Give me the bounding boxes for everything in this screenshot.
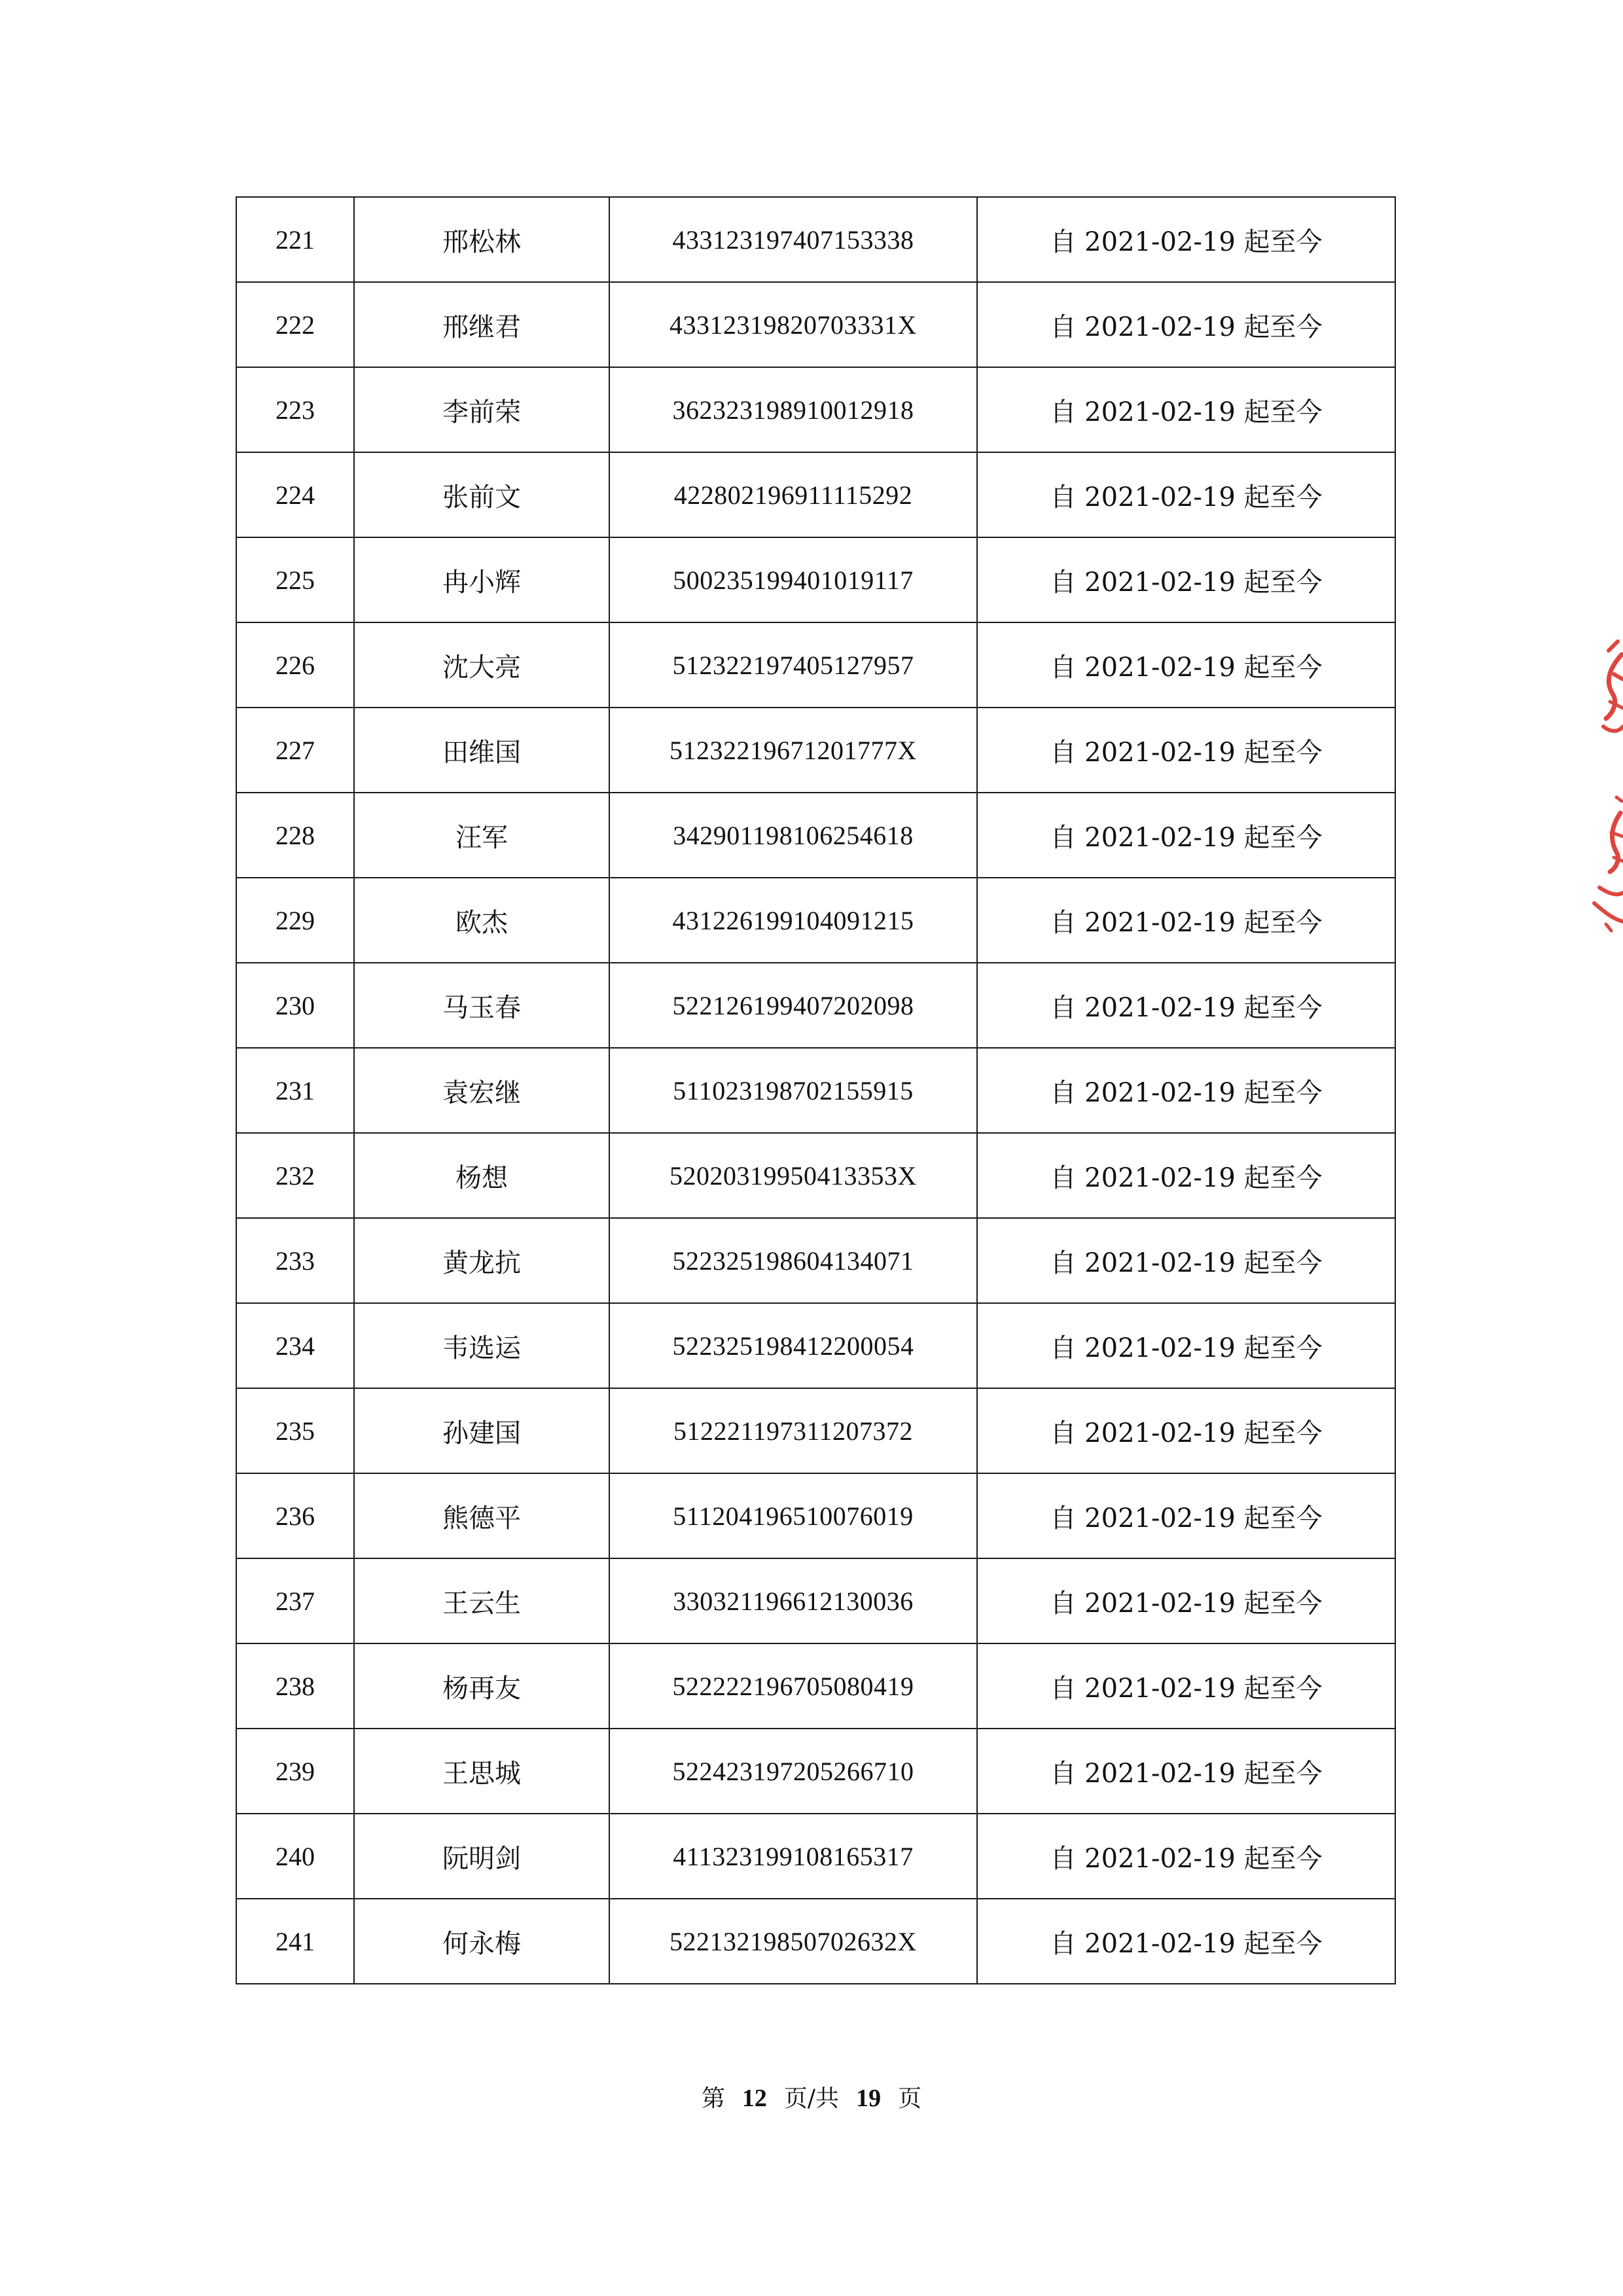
name-cell: 冉小辉 <box>354 537 609 622</box>
period-cell: 自 2021-02-19 起至今 <box>977 963 1395 1048</box>
id-number-cell: 431226199104091215 <box>609 878 977 963</box>
id-number-cell: 342901198106254618 <box>609 793 977 878</box>
id-number-cell: 422802196911115292 <box>609 452 977 537</box>
seal-stroke <box>1616 797 1622 801</box>
name-cell: 阮明剑 <box>354 1814 609 1899</box>
period-cell: 自 2021-02-19 起至今 <box>977 1558 1395 1643</box>
table-row <box>236 793 1395 878</box>
id-number-cell: 522325198604134071 <box>609 1218 977 1303</box>
name-cell: 田维国 <box>354 708 609 793</box>
period-cell: 自 2021-02-19 起至今 <box>977 1388 1395 1473</box>
name-cell: 杨再友 <box>354 1643 609 1729</box>
table-row <box>236 452 1395 537</box>
table-row <box>236 197 1395 282</box>
name-cell: 何永梅 <box>354 1899 609 1984</box>
table-row <box>236 537 1395 622</box>
seal-stroke <box>1614 857 1623 861</box>
name-cell: 熊德平 <box>354 1473 609 1558</box>
row-number-cell: 233 <box>236 1218 354 1303</box>
period-cell: 自 2021-02-19 起至今 <box>977 1643 1395 1729</box>
id-number-cell: 512221197311207372 <box>609 1388 977 1473</box>
row-number-cell: 234 <box>236 1303 354 1388</box>
period-cell: 自 2021-02-19 起至今 <box>977 1303 1395 1388</box>
id-number-cell: 411323199108165317 <box>609 1814 977 1899</box>
seal-stroke <box>1614 674 1623 679</box>
period-cell: 自 2021-02-19 起至今 <box>977 1814 1395 1899</box>
table-row <box>236 963 1395 1048</box>
page-footer <box>0 2080 1623 2113</box>
id-number-cell: 52020319950413353X <box>609 1133 977 1218</box>
seal-stroke <box>1606 655 1622 719</box>
table-row <box>236 1388 1395 1473</box>
table-row <box>236 1133 1395 1218</box>
table-row <box>236 1218 1395 1303</box>
row-number-cell: 222 <box>236 282 354 367</box>
name-cell: 邢继君 <box>354 282 609 367</box>
period-cell: 自 2021-02-19 起至今 <box>977 1218 1395 1303</box>
row-number-cell: 241 <box>236 1899 354 1984</box>
name-cell: 黄龙抗 <box>354 1218 609 1303</box>
row-number-cell: 224 <box>236 452 354 537</box>
footer-suffix: 页 <box>898 2085 922 2112</box>
row-number-cell: 232 <box>236 1133 354 1218</box>
row-number-cell: 231 <box>236 1048 354 1133</box>
name-cell: 马玉春 <box>354 963 609 1048</box>
seal-stroke <box>1610 813 1620 872</box>
footer-prefix: 第 <box>701 2085 725 2112</box>
row-number-cell: 239 <box>236 1729 354 1814</box>
name-cell: 张前文 <box>354 452 609 537</box>
row-number-cell: 223 <box>236 367 354 452</box>
name-cell: 沈大亮 <box>354 622 609 708</box>
footer-middle: 页/共 <box>783 2085 840 2112</box>
id-number-cell: 362323198910012918 <box>609 367 977 452</box>
id-number-cell: 522423197205266710 <box>609 1729 977 1814</box>
period-cell: 自 2021-02-19 起至今 <box>977 1473 1395 1558</box>
row-number-cell: 229 <box>236 878 354 963</box>
id-number-cell: 522126199407202098 <box>609 963 977 1048</box>
id-number-cell: 500235199401019117 <box>609 537 977 622</box>
seal-stroke <box>1606 924 1611 931</box>
seal-stroke <box>1603 726 1623 731</box>
name-cell: 王云生 <box>354 1558 609 1643</box>
table-row <box>236 1558 1395 1643</box>
period-cell: 自 2021-02-19 起至今 <box>977 878 1395 963</box>
total-page-count: 19 <box>856 2085 882 2112</box>
table-row <box>236 1729 1395 1814</box>
row-number-cell: 240 <box>236 1814 354 1899</box>
period-cell: 自 2021-02-19 起至今 <box>977 452 1395 537</box>
table-row <box>236 1473 1395 1558</box>
table-row <box>236 1814 1395 1899</box>
row-number-cell: 236 <box>236 1473 354 1558</box>
table-row <box>236 367 1395 452</box>
seal-stroke <box>1609 641 1618 651</box>
period-cell: 自 2021-02-19 起至今 <box>977 1133 1395 1218</box>
table-row <box>236 282 1395 367</box>
id-number-cell: 330321196612130036 <box>609 1558 977 1643</box>
name-cell: 杨想 <box>354 1133 609 1218</box>
name-cell: 邢松林 <box>354 197 609 282</box>
id-number-cell: 43312319820703331X <box>609 282 977 367</box>
table-body <box>236 197 1395 1984</box>
name-cell: 韦选运 <box>354 1303 609 1388</box>
row-number-cell: 225 <box>236 537 354 622</box>
seal-stroke <box>1599 888 1623 894</box>
period-cell: 自 2021-02-19 起至今 <box>977 537 1395 622</box>
personnel-table <box>236 196 1396 1984</box>
id-number-cell: 511023198702155915 <box>609 1048 977 1133</box>
id-number-cell: 52213219850702632X <box>609 1899 977 1984</box>
name-cell: 李前荣 <box>354 367 609 452</box>
name-cell: 王思城 <box>354 1729 609 1814</box>
period-cell: 自 2021-02-19 起至今 <box>977 622 1395 708</box>
table-row <box>236 622 1395 708</box>
name-cell: 孙建国 <box>354 1388 609 1473</box>
row-number-cell: 227 <box>236 708 354 793</box>
period-cell: 自 2021-02-19 起至今 <box>977 708 1395 793</box>
table-row <box>236 878 1395 963</box>
row-number-cell: 226 <box>236 622 354 708</box>
row-number-cell: 237 <box>236 1558 354 1643</box>
current-page-number: 12 <box>741 2085 767 2112</box>
period-cell: 自 2021-02-19 起至今 <box>977 1899 1395 1984</box>
row-number-cell: 235 <box>236 1388 354 1473</box>
row-number-cell: 230 <box>236 963 354 1048</box>
period-cell: 自 2021-02-19 起至今 <box>977 282 1395 367</box>
period-cell: 自 2021-02-19 起至今 <box>977 197 1395 282</box>
row-number-cell: 238 <box>236 1643 354 1729</box>
table-row <box>236 1303 1395 1388</box>
period-cell: 自 2021-02-19 起至今 <box>977 793 1395 878</box>
table-row <box>236 1899 1395 1984</box>
name-cell: 欧杰 <box>354 878 609 963</box>
table-row <box>236 1048 1395 1133</box>
id-number-cell: 512322197405127957 <box>609 622 977 708</box>
table-row <box>236 1643 1395 1729</box>
name-cell: 汪军 <box>354 793 609 878</box>
id-number-cell: 433123197407153338 <box>609 197 977 282</box>
id-number-cell: 522222196705080419 <box>609 1643 977 1729</box>
row-number-cell: 228 <box>236 793 354 878</box>
period-cell: 自 2021-02-19 起至今 <box>977 1048 1395 1133</box>
name-cell: 袁宏继 <box>354 1048 609 1133</box>
official-seal-stamp <box>1571 628 1623 1008</box>
table-row <box>236 708 1395 793</box>
period-cell: 自 2021-02-19 起至今 <box>977 367 1395 452</box>
seal-stroke <box>1594 903 1623 922</box>
id-number-cell: 51232219671201777X <box>609 708 977 793</box>
row-number-cell: 221 <box>236 197 354 282</box>
id-number-cell: 511204196510076019 <box>609 1473 977 1558</box>
id-number-cell: 522325198412200054 <box>609 1303 977 1388</box>
period-cell: 自 2021-02-19 起至今 <box>977 1729 1395 1814</box>
